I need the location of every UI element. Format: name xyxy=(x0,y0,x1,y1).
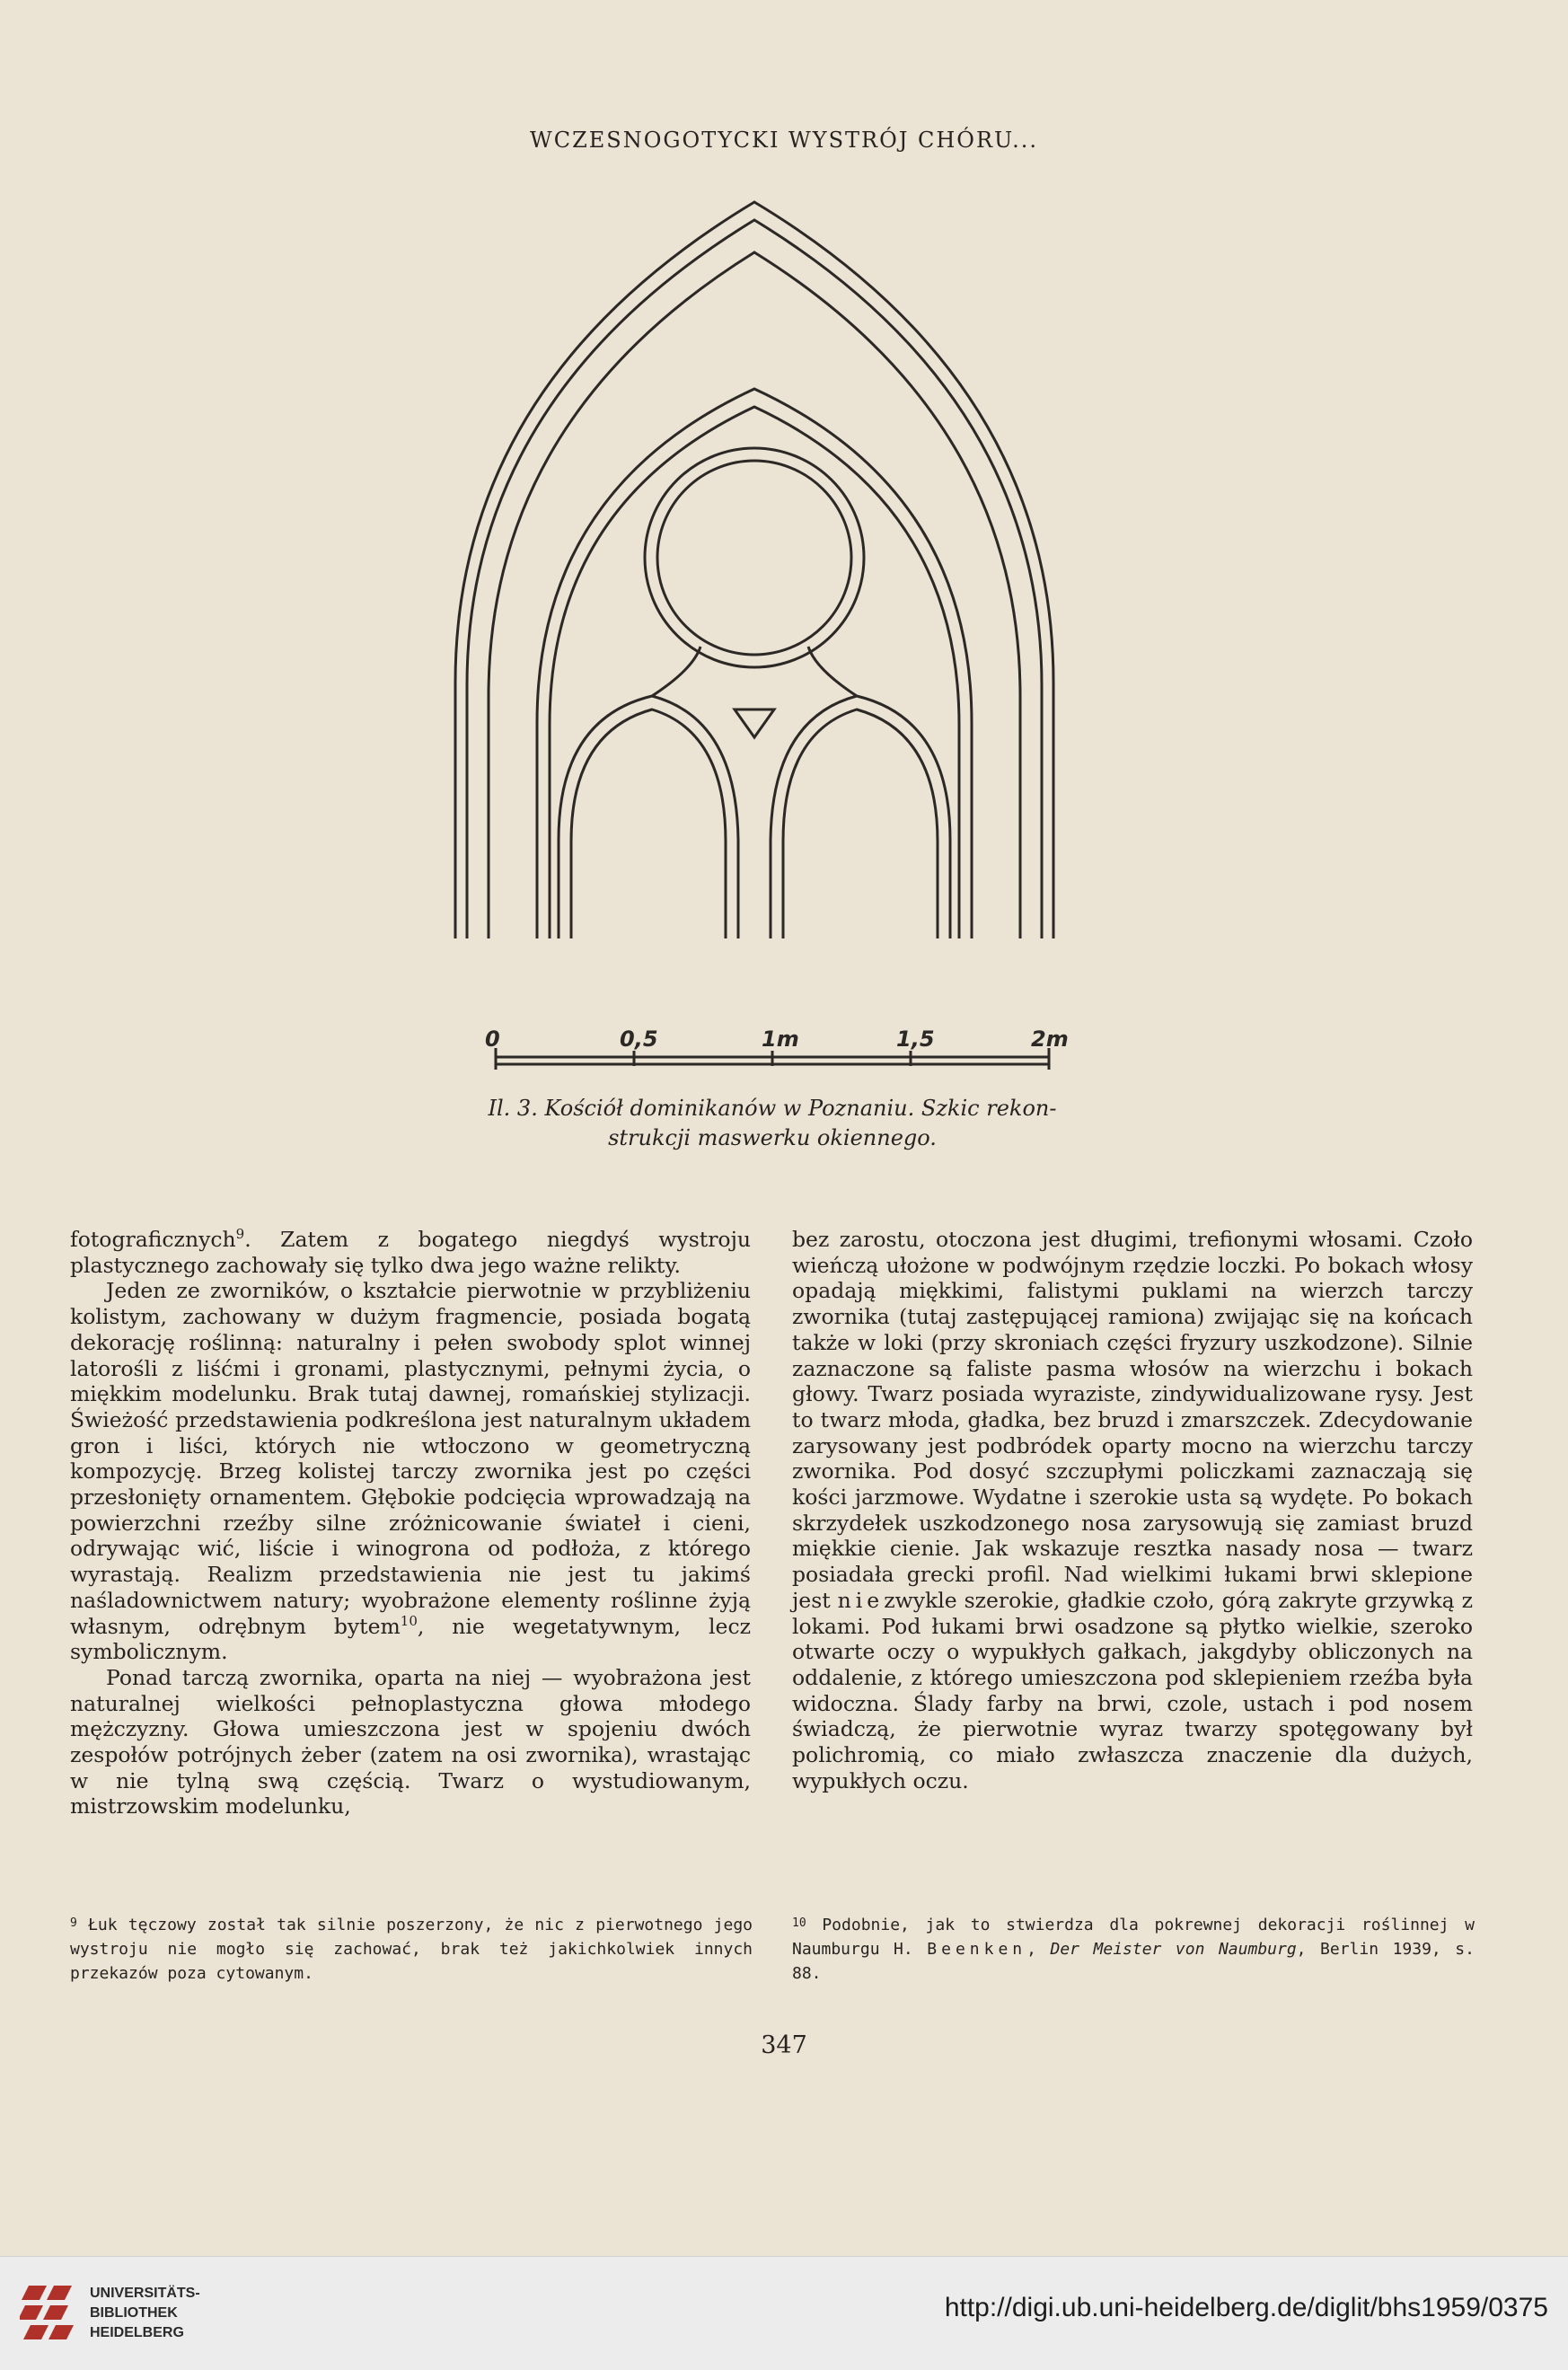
caption-line-2: strukcji maswerku okiennego. xyxy=(608,1125,937,1150)
caption-line-1: Il. 3. Kościół dominikanów w Poznaniu. Szkic rekon- xyxy=(488,1096,1057,1121)
footnote-text: , xyxy=(1026,1940,1051,1959)
text-span: bez zarostu, otoczona jest długimi, trefionymi włosami. Czoło wieńczą ułożone w podwójnym rzędzie loczki. Po bokach włosy opadają miękkimi, falistymi puklami na wierzch tarczy zwornika (tutaj zastępującej ramiona) zwijając się na końcach także w loki (przy skroniach części fryzury uszkodzone). Silnie zaznaczone są faliste pasma włosów na wierzchu i bokach głowy. Twarz posiada wyraziste, zindywidualizowane rysy. Jest to twarz młoda, gładka, bez bruzd i zmarszczek. Zdecydowanie zarysowany jest podbródek oparty mocno na wierzchu tarczy zwornika. Pod dosyć szczupłymi policzkami zaznaczają się kości jarzmowe. Wydatne i szerokie usta są wydęte. Po bokach skrzydełek uszkodzonego nosa zarysowują się zamiast bruzd miękkie cienie. Jak wskazuje resztka nasady nosa — twarz posiadała grecki profil. Nad wielkimi łukami brwi sklepione jest xyxy=(792,1227,1473,1613)
paragraph xyxy=(70,1227,751,1278)
running-head: WCZESNOGOTYCKI WYSTRÓJ CHÓRU... xyxy=(530,128,1038,153)
footnote-author: Beenken xyxy=(927,1940,1027,1959)
footnote-ref-9: 9 xyxy=(235,1226,245,1243)
footnote-text: , Berlin 1939, s. 88. xyxy=(792,1940,1475,1983)
scale-label-2m: 2m xyxy=(1031,1026,1069,1052)
footnote-title: Der Meister von Naumburg xyxy=(1050,1940,1297,1959)
tracery-figure xyxy=(431,193,1078,1082)
scale-label-0: 0 xyxy=(485,1026,500,1052)
library-name xyxy=(90,2284,200,2343)
paragraph xyxy=(70,1278,751,1665)
footnote-text: Podobnie, jak to stwierdza dla pokrewnej dekoracji roślinnej w Naumburgu H. xyxy=(792,1916,1475,1959)
text-span: nie xyxy=(837,1587,885,1613)
footnote-number: 9 xyxy=(70,1916,77,1930)
library-name-line: HEIDELBERG xyxy=(90,2325,184,2340)
footnote-ref-10: 10 xyxy=(400,1612,418,1629)
right-column xyxy=(792,1227,1473,1793)
footnote-10 xyxy=(792,1911,1475,1986)
paragraph: Ponad tarczą zwornika, oparta na niej — wyobrażona jest naturalnej wielkości pełnoplastyczna głowa młodego mężczyzny. Głowa umieszczona jest w spojeniu dwóch zespołów potrójnych żeber (zatem na osi zwornika), wrastając w nie tylną swą częścią. Twarz o wystudiowanym, mistrzowskim modelunku, xyxy=(70,1664,751,1819)
figure-caption xyxy=(395,1094,1150,1153)
footnote-number: 10 xyxy=(792,1916,806,1930)
permalink-url[interactable]: http://digi.ub.uni-heidelberg.de/diglit/bhs1959/0375 xyxy=(944,2293,1548,2322)
page-number: 347 xyxy=(761,2031,807,2059)
scale-label-1-5: 1,5 xyxy=(896,1026,935,1052)
text-span: zwykle szerokie, gładkie czoło, górą zakryte grzywką z lokami. Pod łukami brwi osadzone są płytko wielkie, szeroko otwarte oczy o wypukłych gałkach, jakgdyby obliczonych na oddalenie, z którego umieszczona pod sklepieniem rzeźba była widoczna. Ślady farby na brwi, czole, ustach i pod nosem świadczą, że pierwotnie wyraz twarzy spotęgowany był polichromią, co miało zwłaszcza znaczenie dla dużych, wypukłych oczu. xyxy=(792,1587,1473,1793)
footnote-9 xyxy=(70,1911,753,1986)
scale-label-1m: 1m xyxy=(762,1026,799,1052)
library-name-line: BIBLIOTHEK xyxy=(90,2305,178,2321)
library-footer xyxy=(0,2256,1568,2370)
text-span: . Zatem z bogatego niegdyś wystroju plastycznego zachowały się tylko dwa jego ważne relikty. xyxy=(70,1227,751,1278)
text-span: fotograficznych xyxy=(70,1227,236,1252)
library-name-line: UNIVERSITÄTS- xyxy=(90,2286,200,2301)
scale-label-0-5: 0,5 xyxy=(620,1026,658,1052)
tracery-drawing xyxy=(431,193,1078,1082)
paragraph xyxy=(792,1227,1473,1793)
text-span: , nie wegetatywnym, lecz symbolicznym. xyxy=(70,1613,751,1665)
footnote-text: Łuk tęczowy został tak silnie poszerzony, że nic z pierwotnego jego wystroju nie mogło się zachować, brak też jakichkolwiek innych przekazów poza cytowanym. xyxy=(70,1916,753,1983)
text-span: Jeden ze zworników, o kształcie pierwotnie w przybliżeniu kolistym, zachowany w dużym fragmencie, posiada bogatą dekorację roślinną: naturalny i pełen swobody splot winnej latorośli z liśćmi i gronami, plastycznymi, pełnymi życia, o miękkim modelunku. Brak tutaj dawnej, romańskiej stylizacji. Świeżość przedstawienia podkreślona jest naturalnym układem gron i liści, których nie wtłoczono w geometryczną kompozycję. Brzeg kolistej tarczy zwornika jest po części przesłonięty ornamentem. Głębokie podcięcia wprowadzają na powierzchni rzeźby silne zróżnicowanie świateł i cieni, odrywając wić, liście i winogrona od podłoża, z którego wyrastają. Realizm przedstawienia nie jest tu jakimś naśladownictwem natury; wyobrażone elementy roślinne żyją własnym, odrębnym bytem xyxy=(70,1278,751,1639)
university-library-logo-icon xyxy=(20,2277,83,2350)
left-column xyxy=(70,1227,751,1819)
